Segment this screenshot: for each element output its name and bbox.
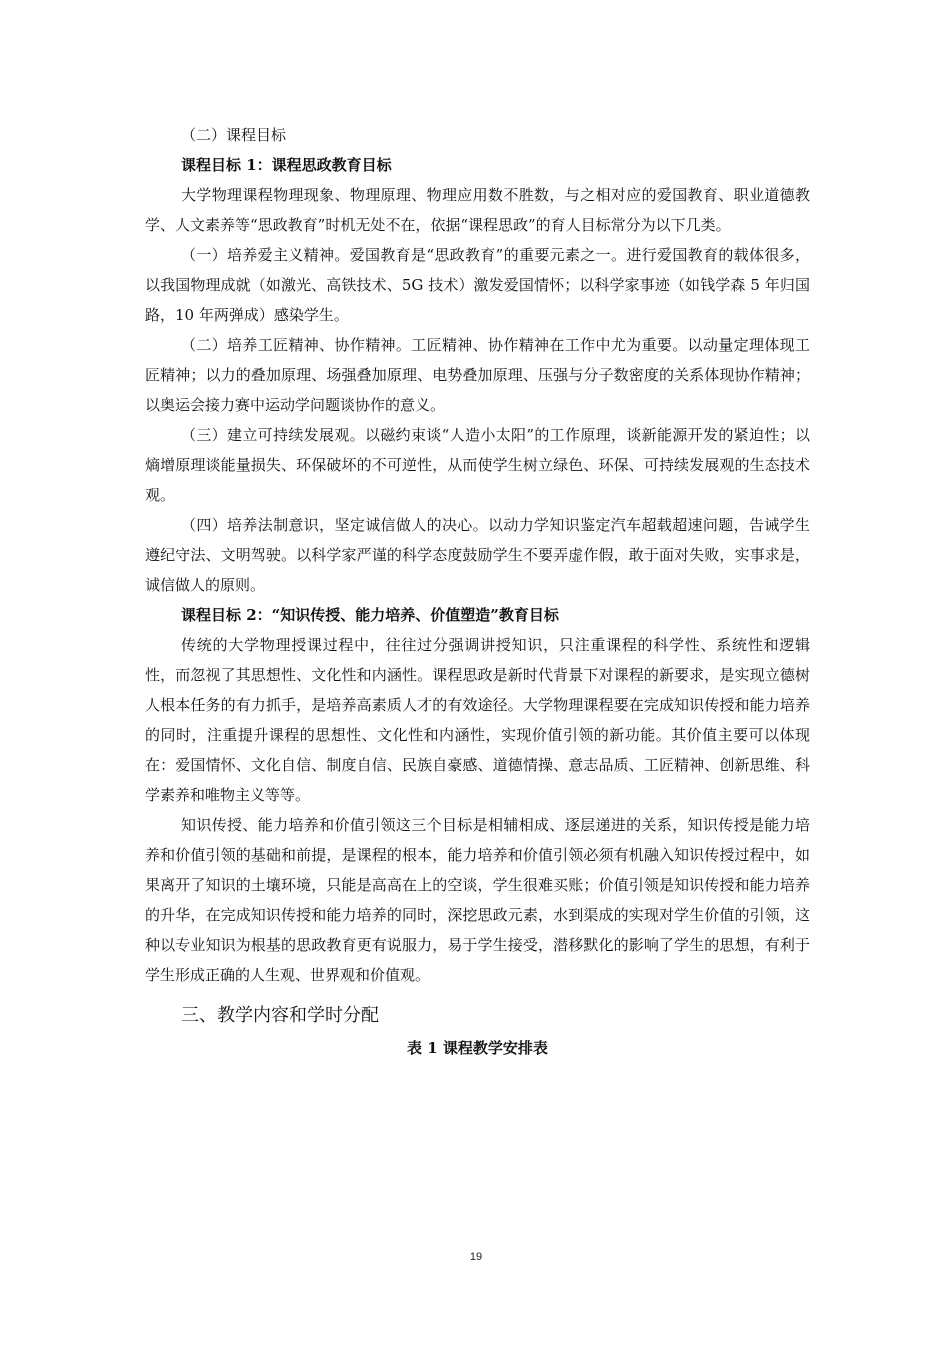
goal-1-item-legal-awareness: （四）培养法制意识，坚定诚信做人的决心。以动力学知识鉴定汽车超载超速问题，告诫学生遵纪守法、文明驾驶。以科学家严谨的科学态度鼓励学生不要弄虚作假，敢于面对失败，实事求是，诚信做人的原则。 xyxy=(145,516,810,594)
goal-2-paragraph-1: 传统的大学物理授课过程中，往往过分强调讲授知识，只注重课程的科学性、系统性和逻辑性，而忽视了其思想性、文化性和内涵性。课程思政是新时代背景下对课程的新要求，是实现立德树人根本任务的有力抓手，是培养高素质人才的有效途径。大学物理课程要在完成知识传授和能力培养的同时，注重提升课程的思想性、文化性和内涵性，实现价值引领的新功能。其价值主要可以体现在：爱国情怀、文化自信、制度自信、民族自豪感、道德情操、意志品质、工匠精神、创新思维、科学素养和唯物主义等等。 xyxy=(145,636,810,804)
sub-heading-course-objectives: （二）课程目标 xyxy=(181,126,287,144)
goal-1-heading: 课程目标 1：课程思政教育目标 xyxy=(181,156,392,174)
page-content xyxy=(145,120,810,1062)
goal-2-paragraph-2: 知识传授、能力培养和价值引领这三个目标是相辅相成、逐层递进的关系，知识传授是能力培养和价值引领的基础和前提，是课程的根本，能力培养和价值引领必须有机融入知识传授过程中，如果离开了知识的土壤环境，只能是高高在上的空谈，学生很难买账；价值引领是知识传授和能力培养的升华，在完成知识传授和能力培养的同时，深挖思政元素，水到渠成的实现对学生价值的引领，这种以专业知识为根基的思政教育更有说服力，易于学生接受，潜移默化的影响了学生的思想，有利于学生形成正确的人生观、世界观和价值观。 xyxy=(145,816,810,984)
page-number: 19 xyxy=(469,1251,483,1263)
table-caption: 表 1 课程教学安排表 xyxy=(407,1039,548,1057)
goal-1-intro-paragraph: 大学物理课程物理现象、物理原理、物理应用数不胜数，与之相对应的爱国教育、职业道德教学、人文素养等“思政教育”时机无处不在，依据“课程思政”的育人目标常分为以下几类。 xyxy=(145,186,810,234)
section-heading-teaching-content: 三、教学内容和学时分配 xyxy=(181,1005,379,1026)
goal-1-item-patriotism: （一）培养爱主义精神。爱国教育是“思政教育”的重要元素之一。进行爱国教育的载体很多，以我国物理成就（如激光、高铁技术、5G 技术）激发爱国情怀；以科学家事迹（如钱学森 5 年归国路，10 年两弹成）感染学生。 xyxy=(145,246,810,324)
goal-1-item-craftsmanship: （二）培养工匠精神、协作精神。工匠精神、协作精神在工作中尤为重要。以动量定理体现工匠精神；以力的叠加原理、场强叠加原理、电势叠加原理、压强与分子数密度的关系体现协作精神；以奥运会接力赛中运动学问题谈协作的意义。 xyxy=(145,336,810,414)
goal-1-item-sustainability: （三）建立可持续发展观。以磁约束谈“人造小太阳”的工作原理，谈新能源开发的紧迫性；以熵增原理谈能量损失、环保破坏的不可逆性，从而使学生树立绿色、环保、可持续发展观的生态技术观。 xyxy=(145,426,810,504)
goal-2-heading: 课程目标 2：“知识传授、能力培养、价值塑造”教育目标 xyxy=(181,606,559,624)
